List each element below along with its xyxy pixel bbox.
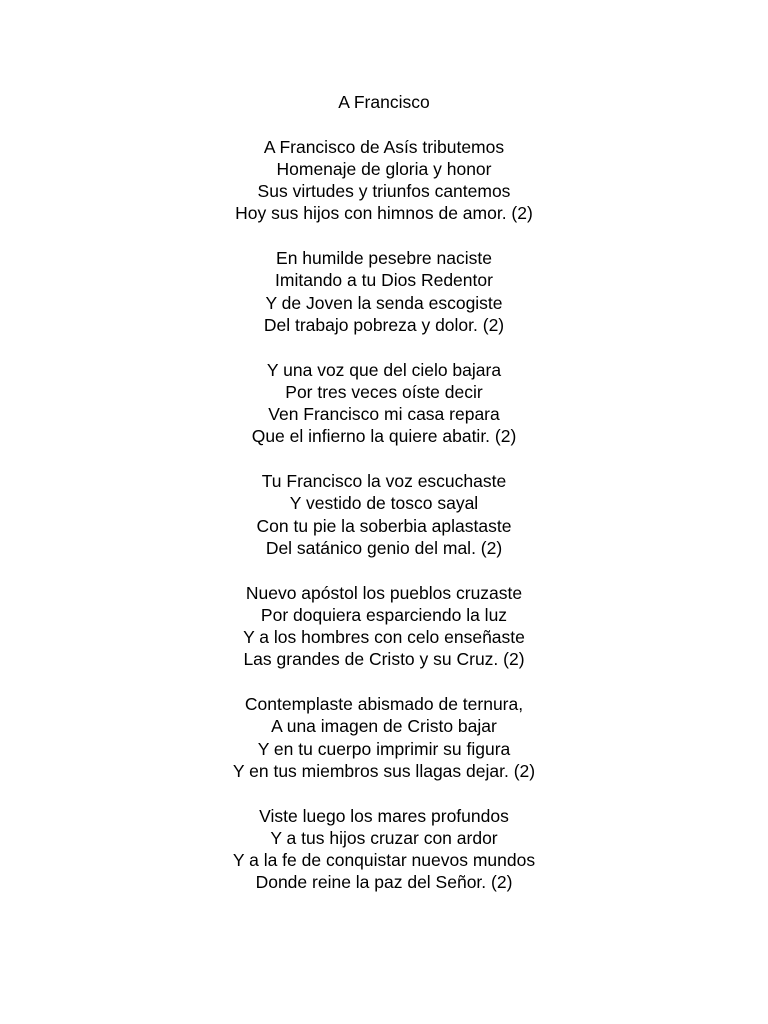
verse-line: Del trabajo pobreza y dolor. (2) <box>263 314 505 335</box>
verse-line: Viste luego los mares profundos <box>259 805 509 826</box>
stanza-5 <box>0 582 768 671</box>
verse-line: Sus virtudes y triunfos cantemos <box>257 181 511 202</box>
verse-line: Tu Francisco la voz escuchaste <box>261 471 507 492</box>
verse-line: Y en tu cuerpo imprimir su figura <box>257 738 511 759</box>
stanza-2 <box>0 247 768 336</box>
verse-line: Que el infierno la quiere abatir. (2) <box>251 426 517 447</box>
verse-line: Nuevo apóstol los pueblos cruzaste <box>245 582 523 603</box>
verse-line: Y a los hombres con celo enseñaste <box>243 627 525 648</box>
verse-line: En humilde pesebre naciste <box>276 248 492 269</box>
verse-line: Y en tus miembros sus llagas dejar. (2) <box>232 760 536 781</box>
verse-line: Del satánico genio del mal. (2) <box>265 537 503 558</box>
verse-line: Por tres veces oíste decir <box>285 381 483 402</box>
verse-line: A una imagen de Cristo bajar <box>271 716 497 737</box>
verse-line: Por doquiera esparciendo la luz <box>260 604 508 625</box>
stanza-1 <box>0 136 768 225</box>
stanza-4 <box>0 470 768 559</box>
stanza-7 <box>0 805 768 894</box>
verse-line: Las grandes de Cristo y su Cruz. (2) <box>243 649 525 670</box>
verse-line: Donde reine la paz del Señor. (2) <box>255 872 513 893</box>
verse-line: Ven Francisco mi casa repara <box>268 404 500 425</box>
stanza-6 <box>0 693 768 782</box>
verse-line: Y una voz que del cielo bajara <box>266 359 502 380</box>
verse-line: Hoy sus hijos con himnos de amor. (2) <box>235 203 533 224</box>
verse-line: Y de Joven la senda escogiste <box>265 292 503 313</box>
verse-line: Y a la fe de conquistar nuevos mundos <box>232 850 536 871</box>
verse-line: Contemplaste abismado de ternura, <box>244 694 524 715</box>
poem-title: A Francisco <box>338 92 430 112</box>
verse-line: Imitando a tu Dios Redentor <box>275 270 493 291</box>
verse-line: Con tu pie la soberbia aplastaste <box>256 515 512 536</box>
verse-line: Homenaje de gloria y honor <box>276 158 492 179</box>
poem <box>0 91 768 916</box>
verse-line: Y vestido de tosco sayal <box>289 493 479 514</box>
stanza-3 <box>0 359 768 448</box>
verse-line: Y a tus hijos cruzar con ardor <box>270 827 498 848</box>
verse-line: A Francisco de Asís tributemos <box>263 136 505 157</box>
